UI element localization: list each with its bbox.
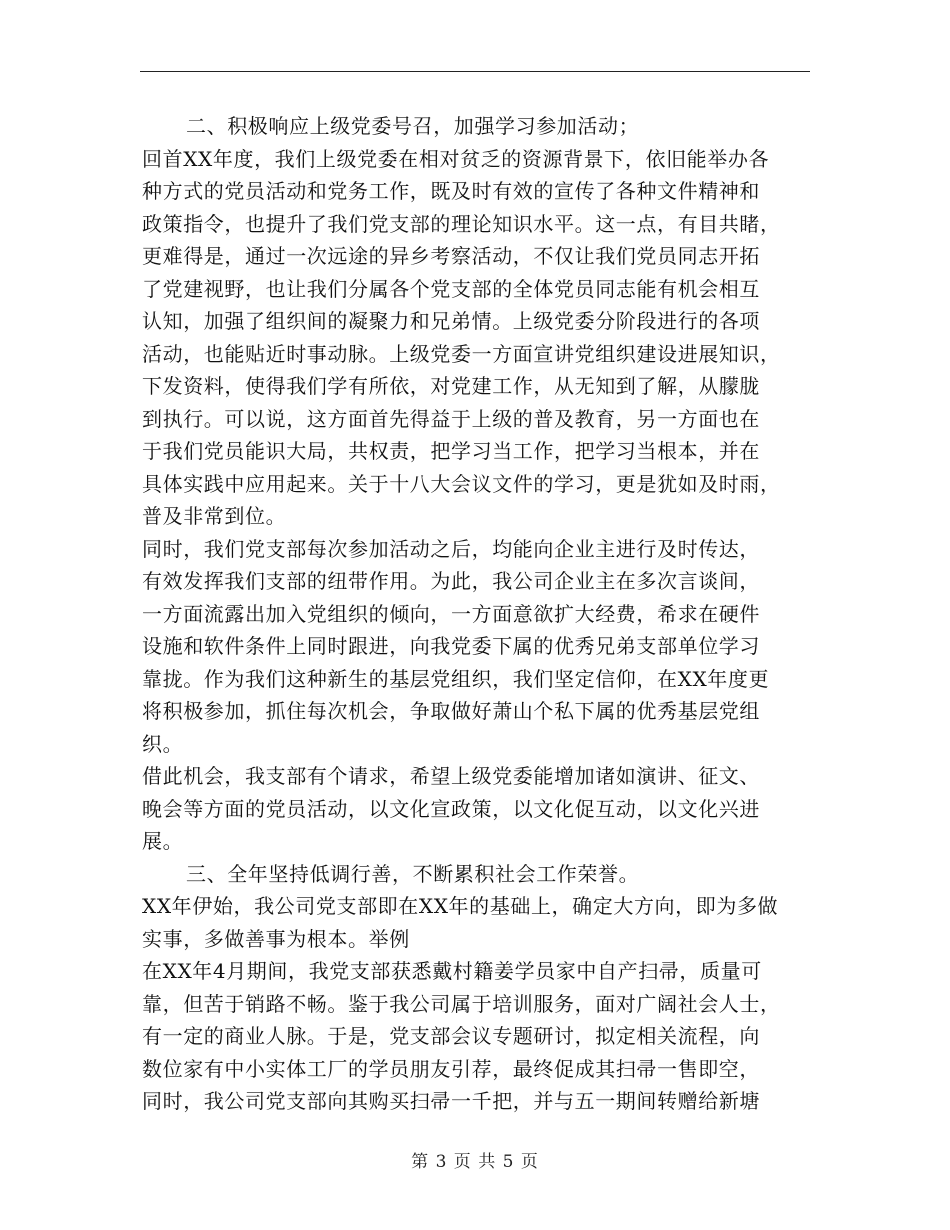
text-line: 同时，我公司党支部向其购买扫帚一千把，并与五一期间转赠给新塘 (142, 1089, 760, 1113)
text-line: 同时，我们党支部每次参加活动之后，均能向企业主进行及时传达， (142, 536, 760, 561)
text-line: 普及非常到位。 (142, 504, 287, 528)
section-heading-line: 三、全年坚持低调行善，不断累积社会工作荣誉。 (186, 861, 640, 886)
text-line: 一方面流露出加入党组织的倾向，一方面意欲扩大经费，希求在硬件 (142, 601, 760, 626)
text-line: 在XX年4月期间，我党支部获悉戴村籍姜学员家中自产扫帚，质量可 (142, 959, 762, 983)
text-line: 于我们党员能识大局，共权责，把学习当工作，把学习当根本，并在 (142, 439, 760, 463)
text-line: 靠，但苦于销路不畅。鉴于我公司属于培训服务，面对广阔社会人士， (142, 991, 781, 1016)
text-line: 具体实践中应用起来。关于十八大会议文件的学习，更是犹如及时雨， (142, 471, 781, 496)
text-line: 回首XX年度，我们上级党委在相对贫乏的资源背景下，依旧能举办各 (142, 146, 770, 171)
text-line: 活动，也能贴近时事动脉。上级党委一方面宣讲党组织建设进展知识， (142, 341, 781, 366)
text-line: 有效发挥我们支部的纽带作用。为此，我公司企业主在多次言谈间， (142, 569, 760, 593)
text-line: 织。 (142, 731, 184, 756)
text-line: 种方式的党员活动和党务工作，既及时有效的宣传了各种文件精神和 (142, 179, 760, 203)
text-line: XX年伊始，我公司党支部即在XX年的基础上，确定大方向，即为多做 (142, 894, 779, 918)
text-line: 数位家有中小实体工厂的学员朋友引荐，最终促成其扫帚一售即空， (142, 1056, 760, 1081)
text-line: 设施和软件条件上同时跟进，向我党委下属的优秀兄弟支部单位学习 (142, 634, 760, 658)
text-line: 下发资料，使得我们学有所依，对党建工作，从无知到了解，从朦胧 (142, 374, 760, 398)
header-rule (140, 71, 810, 72)
text-line: 更难得是，通过一次远途的异乡考察活动，不仅让我们党员同志开拓 (142, 244, 760, 268)
text-line: 将积极参加，抓住每次机会，争取做好萧山个私下属的优秀基层党组 (142, 699, 760, 723)
text-line: 晚会等方面的党员活动，以文化宣政策，以文化促互动，以文化兴进 (142, 796, 760, 821)
text-line: 政策指令，也提升了我们党支部的理论知识水平。这一点，有目共睹， (142, 211, 781, 236)
document-body (142, 110, 814, 1118)
text-line: 到执行。可以说，这方面首先得益于上级的普及教育，另一方面也在 (142, 406, 760, 431)
text-line: 展。 (142, 829, 184, 853)
section-heading-line: 二、积极响应上级党委号召，加强学习参加活动； (186, 114, 640, 138)
text-line: 有一定的商业人脉。于是，党支部会议专题研讨，拟定相关流程，向 (142, 1024, 760, 1048)
text-line: 了党建视野，也让我们分属各个党支部的全体党员同志能有机会相互 (142, 276, 760, 301)
text-line: 借此机会，我支部有个请求，希望上级党委能增加诸如演讲、征文、 (142, 764, 760, 788)
page-footer: 第 3 页 共 5 页 (411, 1152, 539, 1172)
text-line: 认知，加强了组织间的凝聚力和兄弟情。上级党委分阶段进行的各项 (142, 309, 760, 333)
text-line: 实事，多做善事为根本。举例 (142, 926, 410, 951)
text-line: 靠拢。作为我们这种新生的基层党组织，我们坚定信仰，在XX年度更 (142, 666, 770, 691)
